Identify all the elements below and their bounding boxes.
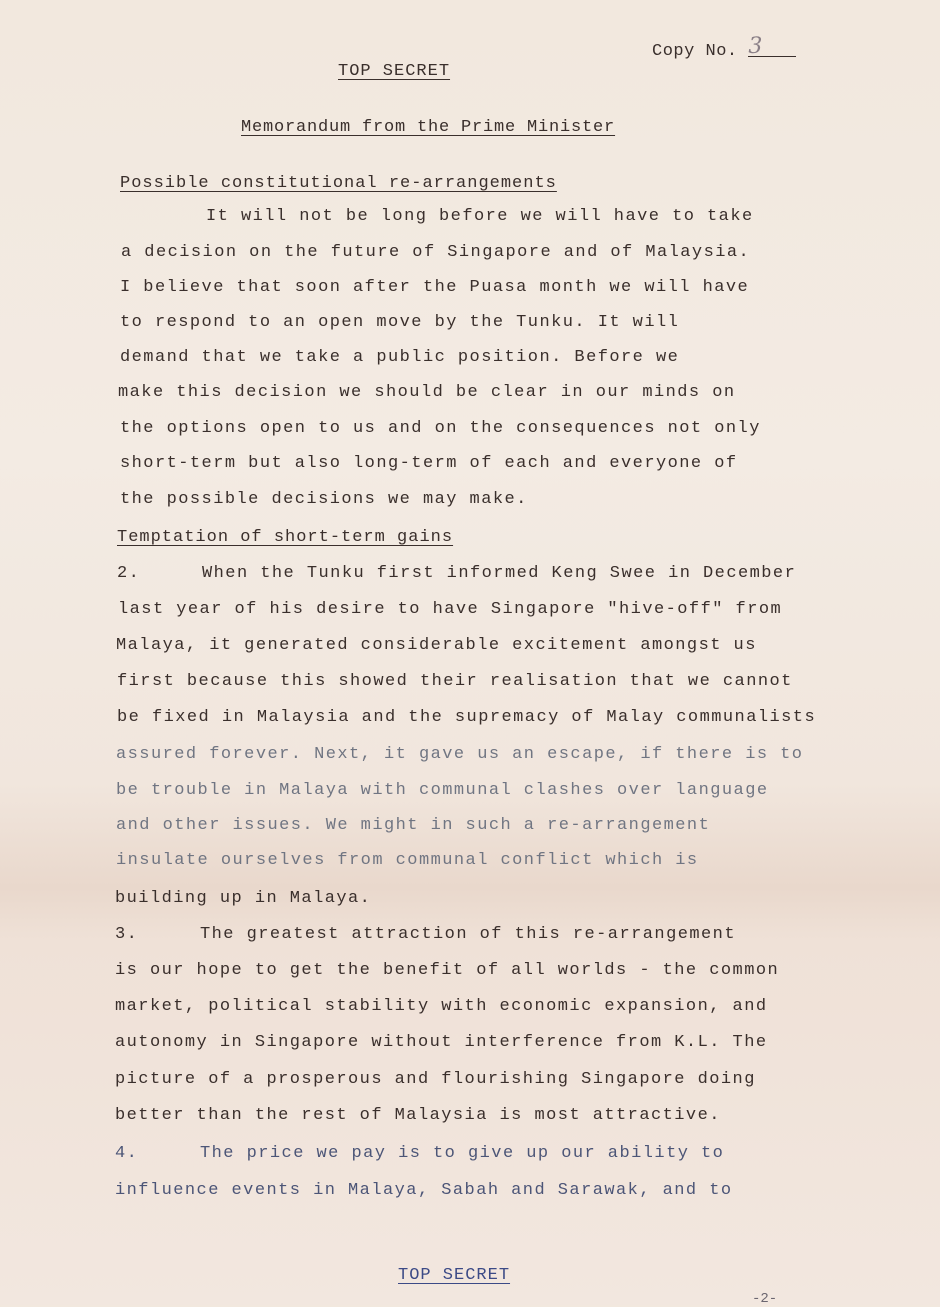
copy-label: Copy No.	[652, 42, 738, 61]
copy-number-handwritten: 3	[748, 38, 796, 57]
classification-bottom: TOP SECRET	[398, 1266, 511, 1285]
text-line: insulate ourselves from communal conflict which is	[116, 851, 699, 870]
text-line: market, political stability with economic expansion, and	[115, 997, 768, 1016]
classification-top: TOP SECRET	[338, 62, 451, 81]
text-line: demand that we take a public position. Before we	[120, 348, 680, 367]
text-line: assured forever. Next, it gave us an escape, if there is to	[116, 745, 804, 764]
text-line: the possible decisions we may make.	[120, 490, 528, 509]
text-line: be trouble in Malaya with communal clashes over language	[116, 781, 769, 800]
paragraph-number: 3.	[115, 925, 139, 944]
text-line: When the Tunku first informed Keng Swee in December	[202, 564, 797, 583]
text-line: last year of his desire to have Singapore "hive-off" from	[118, 600, 783, 619]
copy-number-field	[652, 34, 796, 61]
text-line: Malaya, it generated considerable excitement amongst us	[116, 636, 757, 655]
text-line: building up in Malaya.	[115, 889, 372, 908]
section-heading-constitutional: Possible constitutional re-arrangements	[120, 174, 557, 193]
text-line: the options open to us and on the consequences not only	[120, 419, 761, 438]
text-line: a decision on the future of Singapore and of Malaysia.	[121, 243, 751, 262]
paragraph-number: 4.	[115, 1144, 139, 1163]
text-line: autonomy in Singapore without interference from K.L. The	[115, 1033, 768, 1052]
text-line: first because this showed their realisation that we cannot	[117, 672, 793, 691]
text-line: picture of a prosperous and flourishing Singapore doing	[115, 1070, 756, 1089]
text-line: The greatest attraction of this re-arrangement	[200, 925, 736, 944]
text-line: make this decision we should be clear in our minds on	[118, 383, 736, 402]
text-line: It will not be long before we will have to take	[206, 207, 754, 226]
text-line: to respond to an open move by the Tunku. It will	[120, 313, 680, 332]
text-line: is our hope to get the benefit of all worlds - the common	[115, 961, 780, 980]
text-line: better than the rest of Malaysia is most attractive.	[115, 1106, 721, 1125]
text-line: influence events in Malaya, Sabah and Sarawak, and to	[115, 1181, 733, 1200]
text-line: The price we pay is to give up our ability to	[200, 1144, 725, 1163]
page-number: -2-	[752, 1291, 778, 1307]
text-line: I believe that soon after the Puasa month we will have	[120, 278, 750, 297]
text-line: and other issues. We might in such a re-arrangement	[116, 816, 711, 835]
memo-title: Memorandum from the Prime Minister	[241, 118, 616, 137]
paragraph-number: 2.	[117, 564, 141, 583]
text-line: be fixed in Malaysia and the supremacy of Malay communalists	[117, 708, 817, 727]
section-heading-temptation: Temptation of short-term gains	[117, 528, 454, 547]
text-line: short-term but also long-term of each and everyone of	[120, 454, 738, 473]
